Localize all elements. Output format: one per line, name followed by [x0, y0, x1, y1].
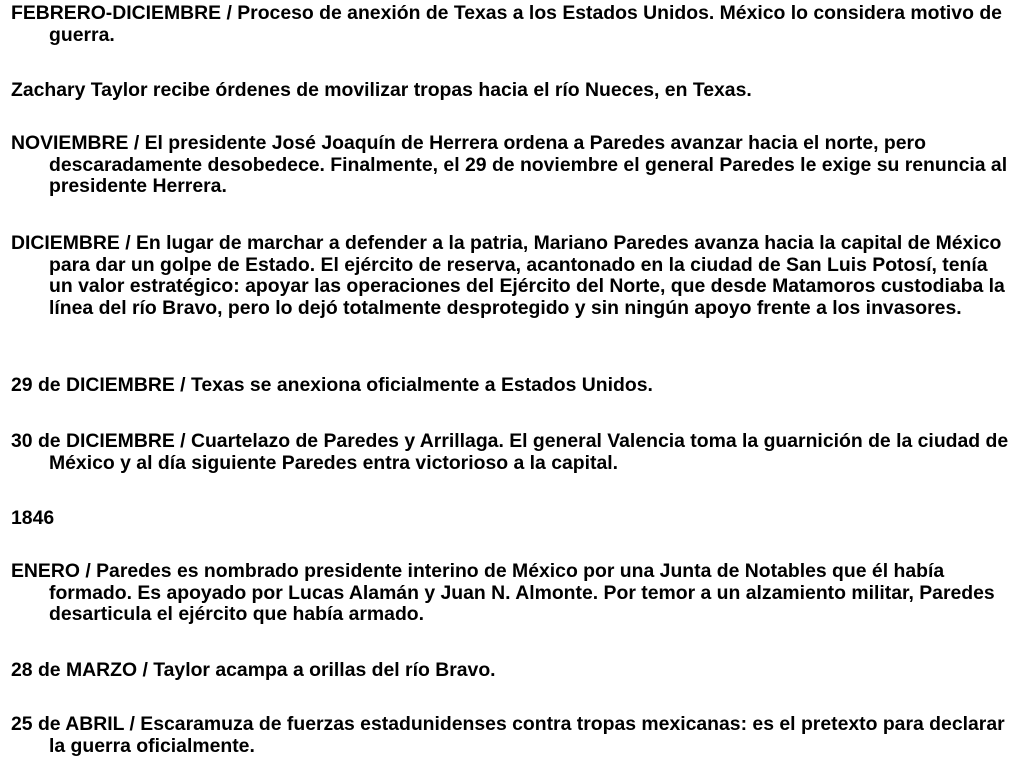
timeline-entry-febrero-diciembre: FEBRERO-DICIEMBRE / Proceso de anexión de Texas a los Estados Unidos. México lo considera motivo de guerra.	[11, 2, 1002, 46]
timeline-entry-30-diciembre: 30 de DICIEMBRE / Cuartelazo de Paredes y Arrillaga. El general Valencia toma la guarnición de la ciudad de México y al día siguiente Paredes entra victorioso a la capital.	[11, 430, 1009, 474]
timeline-entry-zachary-taylor: Zachary Taylor recibe órdenes de movilizar tropas hacia el río Nueces, en Texas.	[11, 79, 752, 101]
timeline-entry-25-abril: 25 de ABRIL / Escaramuza de fuerzas estadunidenses contra tropas mexicanas: es el pretexto para declarar la guerra oficialmente.	[11, 713, 1005, 757]
timeline-entry-29-diciembre: 29 de DICIEMBRE / Texas se anexiona oficialmente a Estados Unidos.	[11, 374, 653, 396]
timeline-entry-28-marzo: 28 de MARZO / Taylor acampa a orillas del río Bravo.	[11, 659, 496, 681]
year-heading-1846: 1846	[11, 507, 55, 529]
timeline-entry-enero: ENERO / Paredes es nombrado presidente interino de México por una Junta de Notables que él había formado. Es apoyado por Lucas Alamán y Juan N. Almonte. Por temor a un alzamiento militar, Paredes desarticula el ejército que había armado.	[11, 560, 995, 626]
timeline-entry-diciembre: DICIEMBRE / En lugar de marchar a defender a la patria, Mariano Paredes avanza hacia la capital de México para dar un golpe de Estado. El ejército de reserva, acantonado en la ciudad de San Luis Potosí, tenía un valor estratégico: apoyar las operaciones del Ejército del Norte, que desde Matamoros custodiaba la línea del río Bravo, pero lo dejó totalmente desprotegido y sin ningún apoyo frente a los invasores.	[11, 232, 1005, 319]
timeline-entry-noviembre: NOVIEMBRE / El presidente José Joaquín de Herrera ordena a Paredes avanzar hacia el norte, pero descaradamente desobedece. Finalmente, el 29 de noviembre el general Paredes le exige su renuncia al presidente Herrera.	[11, 132, 1008, 198]
